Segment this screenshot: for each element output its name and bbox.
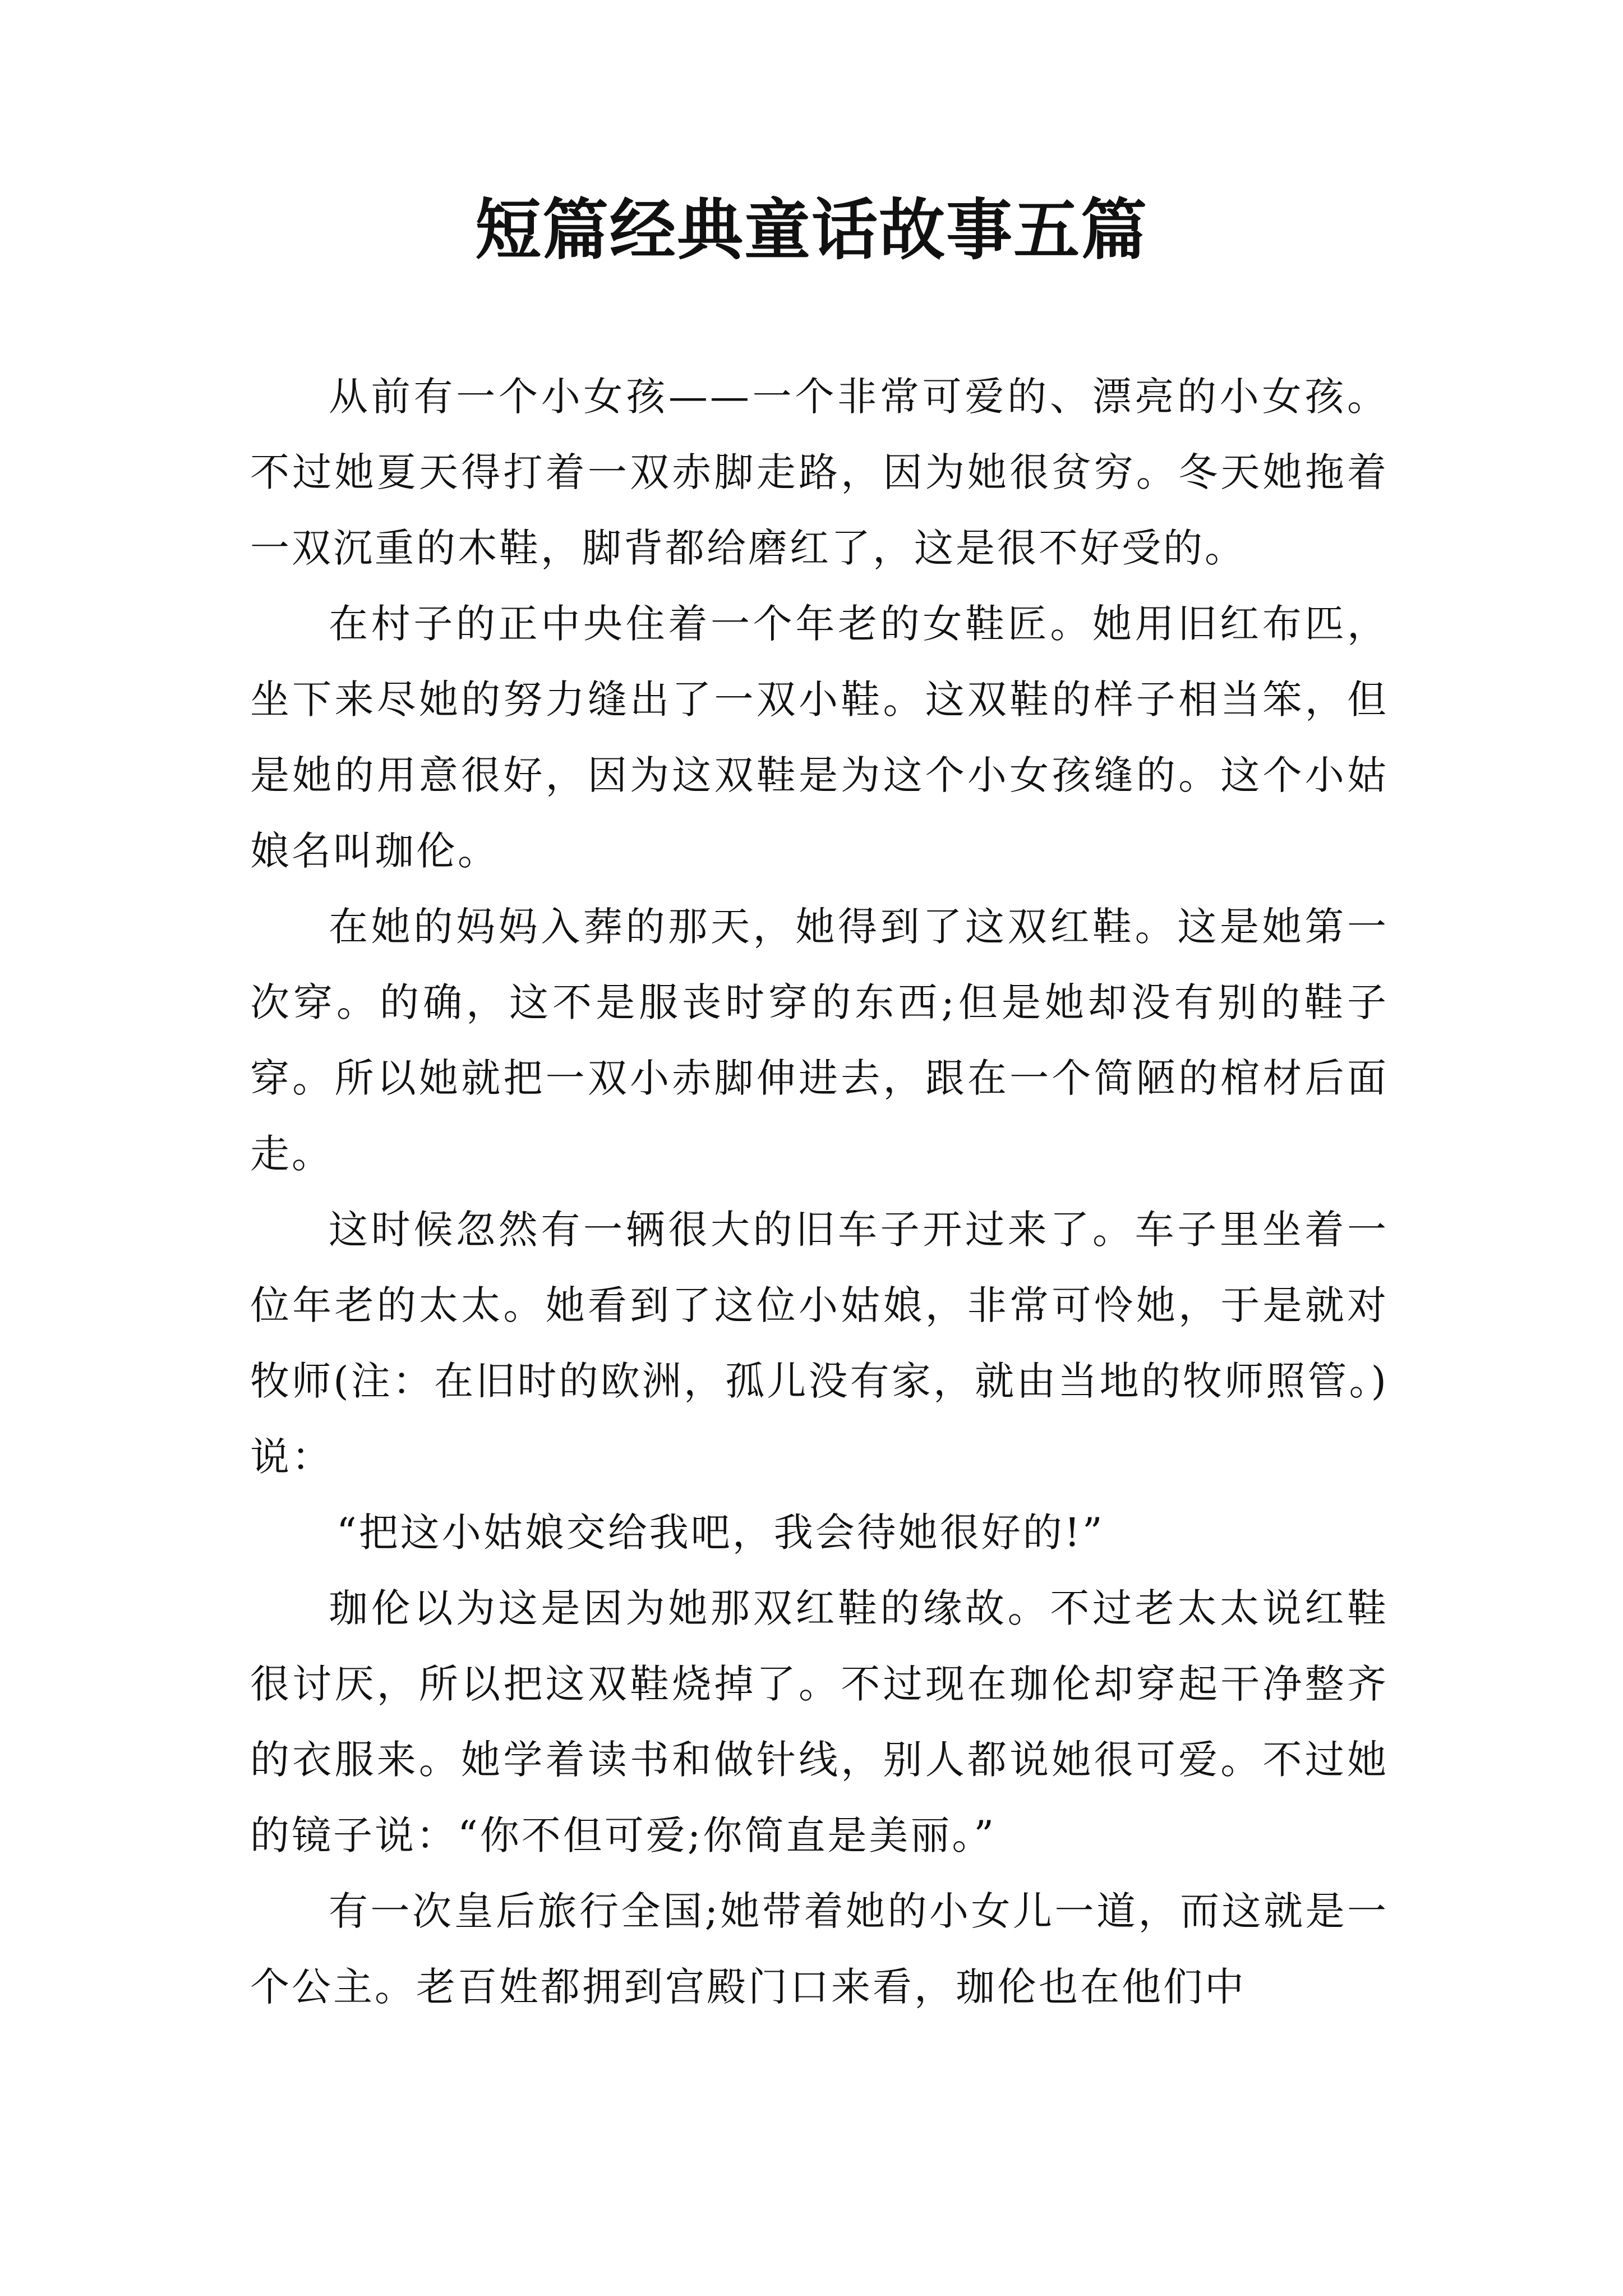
paragraph: 从前有一个小女孩——一个非常可爱的、漂亮的小女孩。不过她夏天得打着一双赤脚走路，因为她很贫穷。冬天她拖着一双沉重的木鞋，脚背都给磨红了，这是很不好受的。 (250, 374, 1389, 571)
quote-paragraph: “把这小姑娘交给我吧，我会待她很好的!” (336, 1510, 1105, 1556)
paragraph: 有一次皇后旅行全国;她带着她的小女儿一道，而这就是一个公主。老百姓都拥到宫殿门口来看，珈伦也在他们中 (250, 1888, 1389, 2010)
paragraph: 在她的妈妈入葬的那天，她得到了这双红鞋。这是她第一次穿。的确，这不是服丧时穿的东西;但是她却没有别的鞋子穿。所以她就把一双小赤脚伸进去，跟在一个简陋的棺材后面走。 (250, 904, 1389, 1177)
paragraph: 这时候忽然有一辆很大的旧车子开过来了。车子里坐着一位年老的太太。她看到了这位小姑娘，非常可怜她，于是就对牧师(注：在旧时的欧洲，孤儿没有家，就由当地的牧师照管。)说： (250, 1207, 1389, 1480)
document-title: 短篇经典童话故事五篇 (474, 191, 1148, 269)
paragraph: 在村子的正中央住着一个年老的女鞋匠。她用旧红布匹，坐下来尽她的努力缝出了一双小鞋。这双鞋的样子相当笨，但是她的用意很好，因为这双鞋是为这个小女孩缝的。这个小姑娘名叫珈伦。 (250, 601, 1389, 874)
paragraph: 珈伦以为这是因为她那双红鞋的缘故。不过老太太说红鞋很讨厌，所以把这双鞋烧掉了。不过现在珈伦却穿起干净整齐的衣服来。她学着读书和做针线，别人都说她很可爱。不过她的镜子说：“你不但可爱;你简直是美丽。” (250, 1585, 1389, 1858)
document-body (250, 359, 1389, 2025)
